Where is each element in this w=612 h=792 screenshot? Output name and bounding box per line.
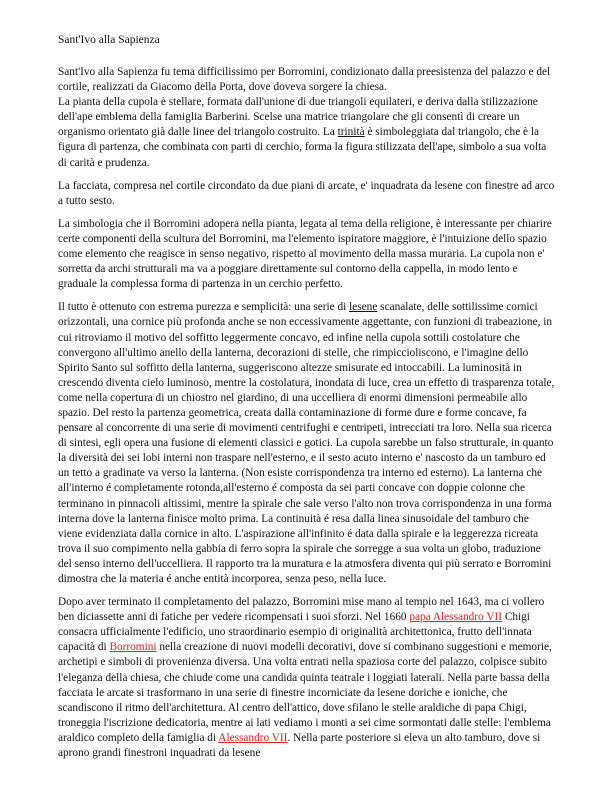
paragraph-text: Dopo aver terminato il completamento del palazzo, Borromini mise mano al tempio nel 1643, ma ci vollero ben diciassette anni di fatiche per vedere ricompensati i suoi sforzi. Nel 1660 bbox=[58, 596, 545, 624]
paragraph-plan bbox=[58, 95, 556, 170]
link-trinita[interactable]: trinità bbox=[337, 126, 365, 139]
paragraph-history bbox=[58, 595, 556, 761]
link-borromini[interactable]: Borromini bbox=[109, 641, 157, 654]
page-title: Sant'Ivo alla Sapienza bbox=[58, 34, 160, 46]
paragraph-purity bbox=[58, 300, 556, 587]
link-lesene[interactable]: lesene bbox=[349, 301, 378, 314]
paragraph-symbology bbox=[58, 217, 556, 292]
paragraph-text: Chigi consacra ufficialmente l'edificio, uno straordinario esempio di originalità architettonica, frutto dell'innata capacità di bbox=[58, 611, 532, 654]
link-alessandro[interactable]: Alessandro VII bbox=[218, 731, 288, 744]
paragraph-text: nella creazione di nuovi modelli decorativi, dove si combinano suggestioni e memorie, archetipi e simboli di provenienza diversa. Una volta entrati nella spaziosa corte del palazzo, colpisce subito l'eleganza della chiesa, che chiude come una candida quinta teatrale i loggiati laterali. Nella parte bassa della facciata le arcate si trasformano in una serie di finestre incorniciate da lesene doriche e ioniche, che scandiscono il ritmo dell'architettura. Al centro dell'attico, dove sfilano le stelle araldiche di papa Chigi, troneggia l'iscrizione dedicatoria, mentre ai lati vediamo i monti a sei cime sormontati dalle stelle: l'emblema araldico completo della famiglia di bbox=[58, 641, 552, 744]
paragraph-text: La simbologia che il Borromini adopera nella pianta, legata al tema della religione, è interessante per chiarire certe componenti della scultura del Borromini, ma l'elemento ispiratore maggiore, è l'intuizione dello spazio come elemento che reagisce in senso negativo, rispetto al movimento della massa muraria. La cupola non e' sorretta da archi strutturali ma va a poggiare direttamente sul contorno della cappella, in modo lento e graduale la complessa forma di partenza in un cerchio perfetto. bbox=[58, 217, 552, 291]
paragraph-text: . Nella parte posteriore si eleva un alto tamburo, dove si aprono grandi finestroni inquadrati da lesene bbox=[58, 731, 541, 760]
paragraph-text: La facciata, compresa nel cortile circondato da due piani di arcate, e' inquadrata da lesene con finestre ad arco a tutto sesto. bbox=[58, 179, 555, 207]
paragraph-text: è simboleggiata dal triangolo, che è la figura di partenza, che combinata con parti di cerchio, forma la figura stilizzata dell'ape, simbolo a sua volta di carità e prudenza. bbox=[58, 126, 547, 169]
paragraph-text: Il tutto è ottenuto con estrema purezza e semplicità: una serie di bbox=[58, 301, 350, 314]
paragraph-facade bbox=[58, 179, 556, 209]
link-papa-alessandro[interactable]: papa Alessandro VII bbox=[409, 611, 502, 624]
paragraph-text: Sant'Ivo alla Sapienza fu tema difficilissimo per Borromini, condizionato dalla preesistenza del palazzo e del cortile, realizzati da Giacomo della Porta, dove doveva sorgere la chiesa. bbox=[58, 66, 551, 94]
paragraph-intro bbox=[58, 65, 556, 95]
paragraph-text: scanalate, delle sottilissime cornici orizzontali, una cornice più profonda anche se non eccessivamente aggettante, con funzioni di trabeazione, in cui ritroviamo il motivo del soffitto leggermente concavo, ed infine nella cupola sottili costolature che convergono all'ultimo anello della lanterna, decorazioni di stelle, che rimpiccioliscono, e l'imagine dello Spirito Santo sul soffitto della lanterna, suggeriscono altezze smisurate ed intoccabili. La luminosità in crescendo diventa cielo luminoso, mentre la costolatura, inondata di luce, crea un effetto di trasparenza totale, come nella copertura di un chiostro nel giardino, di una uccelliera di enormi dimensioni permeabile allo spazio. Del resto la partenza geometrica, creata dalla contaminazione di forme dure e forme concave, fa pensare al concorrente di una serie di movimenti centrifughi e centripeti, intrecciati tra loro. Nella sua ricerca di sintesi, egli opera una fusione di elementi classici e gotici. La cupola sarebbe un falso strutturale, in quanto la diversità dei sei lobi interni non traspare nell'esterno, e il sesto acuto interno e' nascosto da un tamburo ed un tetto a gradinate va verso la lanterna. (Non esiste corrispondenza tra interno ed esterno). La lanterna che all'interno é completamente rotonda,all'esterno é composta da sei parti concave con doppie colonne che terminano in pinnacoli altissimi, mentre la spirale che sale verso l'alto non trova corrispondenza in una forma interna dove la lanterna finisce molto prima. La continuità é resa dalla linea sinusoidale del tamburo che viene evidenziata dalla cornice in alto. L'aspirazione all'infinito é data dalla spirale e la leggerezza ricreata trova il suo compimento nella gabbia di ferro sopra la spirale che sorregge a sua volta un globo, traduzione del senso interno dell'uccelliera. Il rapporto tra la muratura e la atmosfera diventa qui più serrato e Borromini dimostra che la materia é anche entità incorporea, senza peso, nella luce. bbox=[58, 301, 555, 585]
paragraph-text: La pianta della cupola è stellare, formata dall'unione di due triangoli equilateri, e deriva dalla stilizzazione dell'ape emblema della famiglia Barberini. Scelse una matrice triangolare che gli consentì di creare un organismo orientato già dalle linee del triangolo costruito. La bbox=[58, 96, 538, 139]
